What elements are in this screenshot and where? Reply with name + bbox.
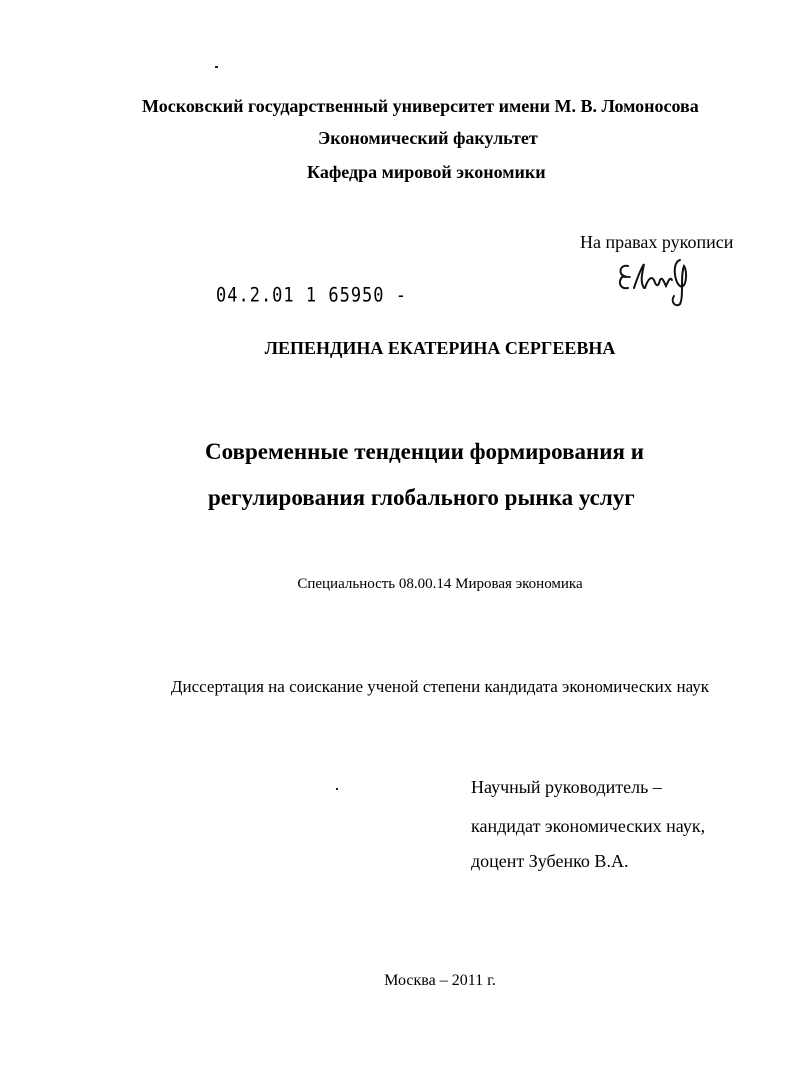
manuscript-rights-note: На правах рукописи — [580, 232, 734, 252]
supervisor-role: Научный руководитель – — [471, 777, 662, 797]
university-name: Московский государственный университет имени М. В. Ломоносова — [142, 96, 699, 116]
dissertation-title-line-2: регулирования глобального рынка услуг — [208, 485, 635, 510]
supervisor-name: доцент Зубенко В.А. — [471, 851, 629, 871]
author-name: ЛЕПЕНДИНА ЕКАТЕРИНА СЕРГЕЕВНА — [264, 338, 616, 358]
faculty-name: Экономический факультет — [318, 128, 538, 148]
city-year: Москва – 2011 г. — [384, 972, 496, 989]
supervisor-degree: кандидат экономических наук, — [471, 816, 706, 836]
specialty: Специальность 08.00.14 Мировая экономика — [297, 576, 583, 592]
department-name: Кафедра мировой экономики — [307, 162, 546, 182]
scan-speck — [336, 788, 338, 790]
registry-stamp: 04.2.01 1 65950 - — [216, 284, 407, 307]
scan-speck — [215, 66, 218, 68]
degree-statement: Диссертация на соискание ученой степени кандидата экономических наук — [170, 677, 710, 696]
dissertation-title-line-1: Современные тенденции формирования и — [205, 439, 644, 464]
author-signature — [614, 252, 704, 308]
